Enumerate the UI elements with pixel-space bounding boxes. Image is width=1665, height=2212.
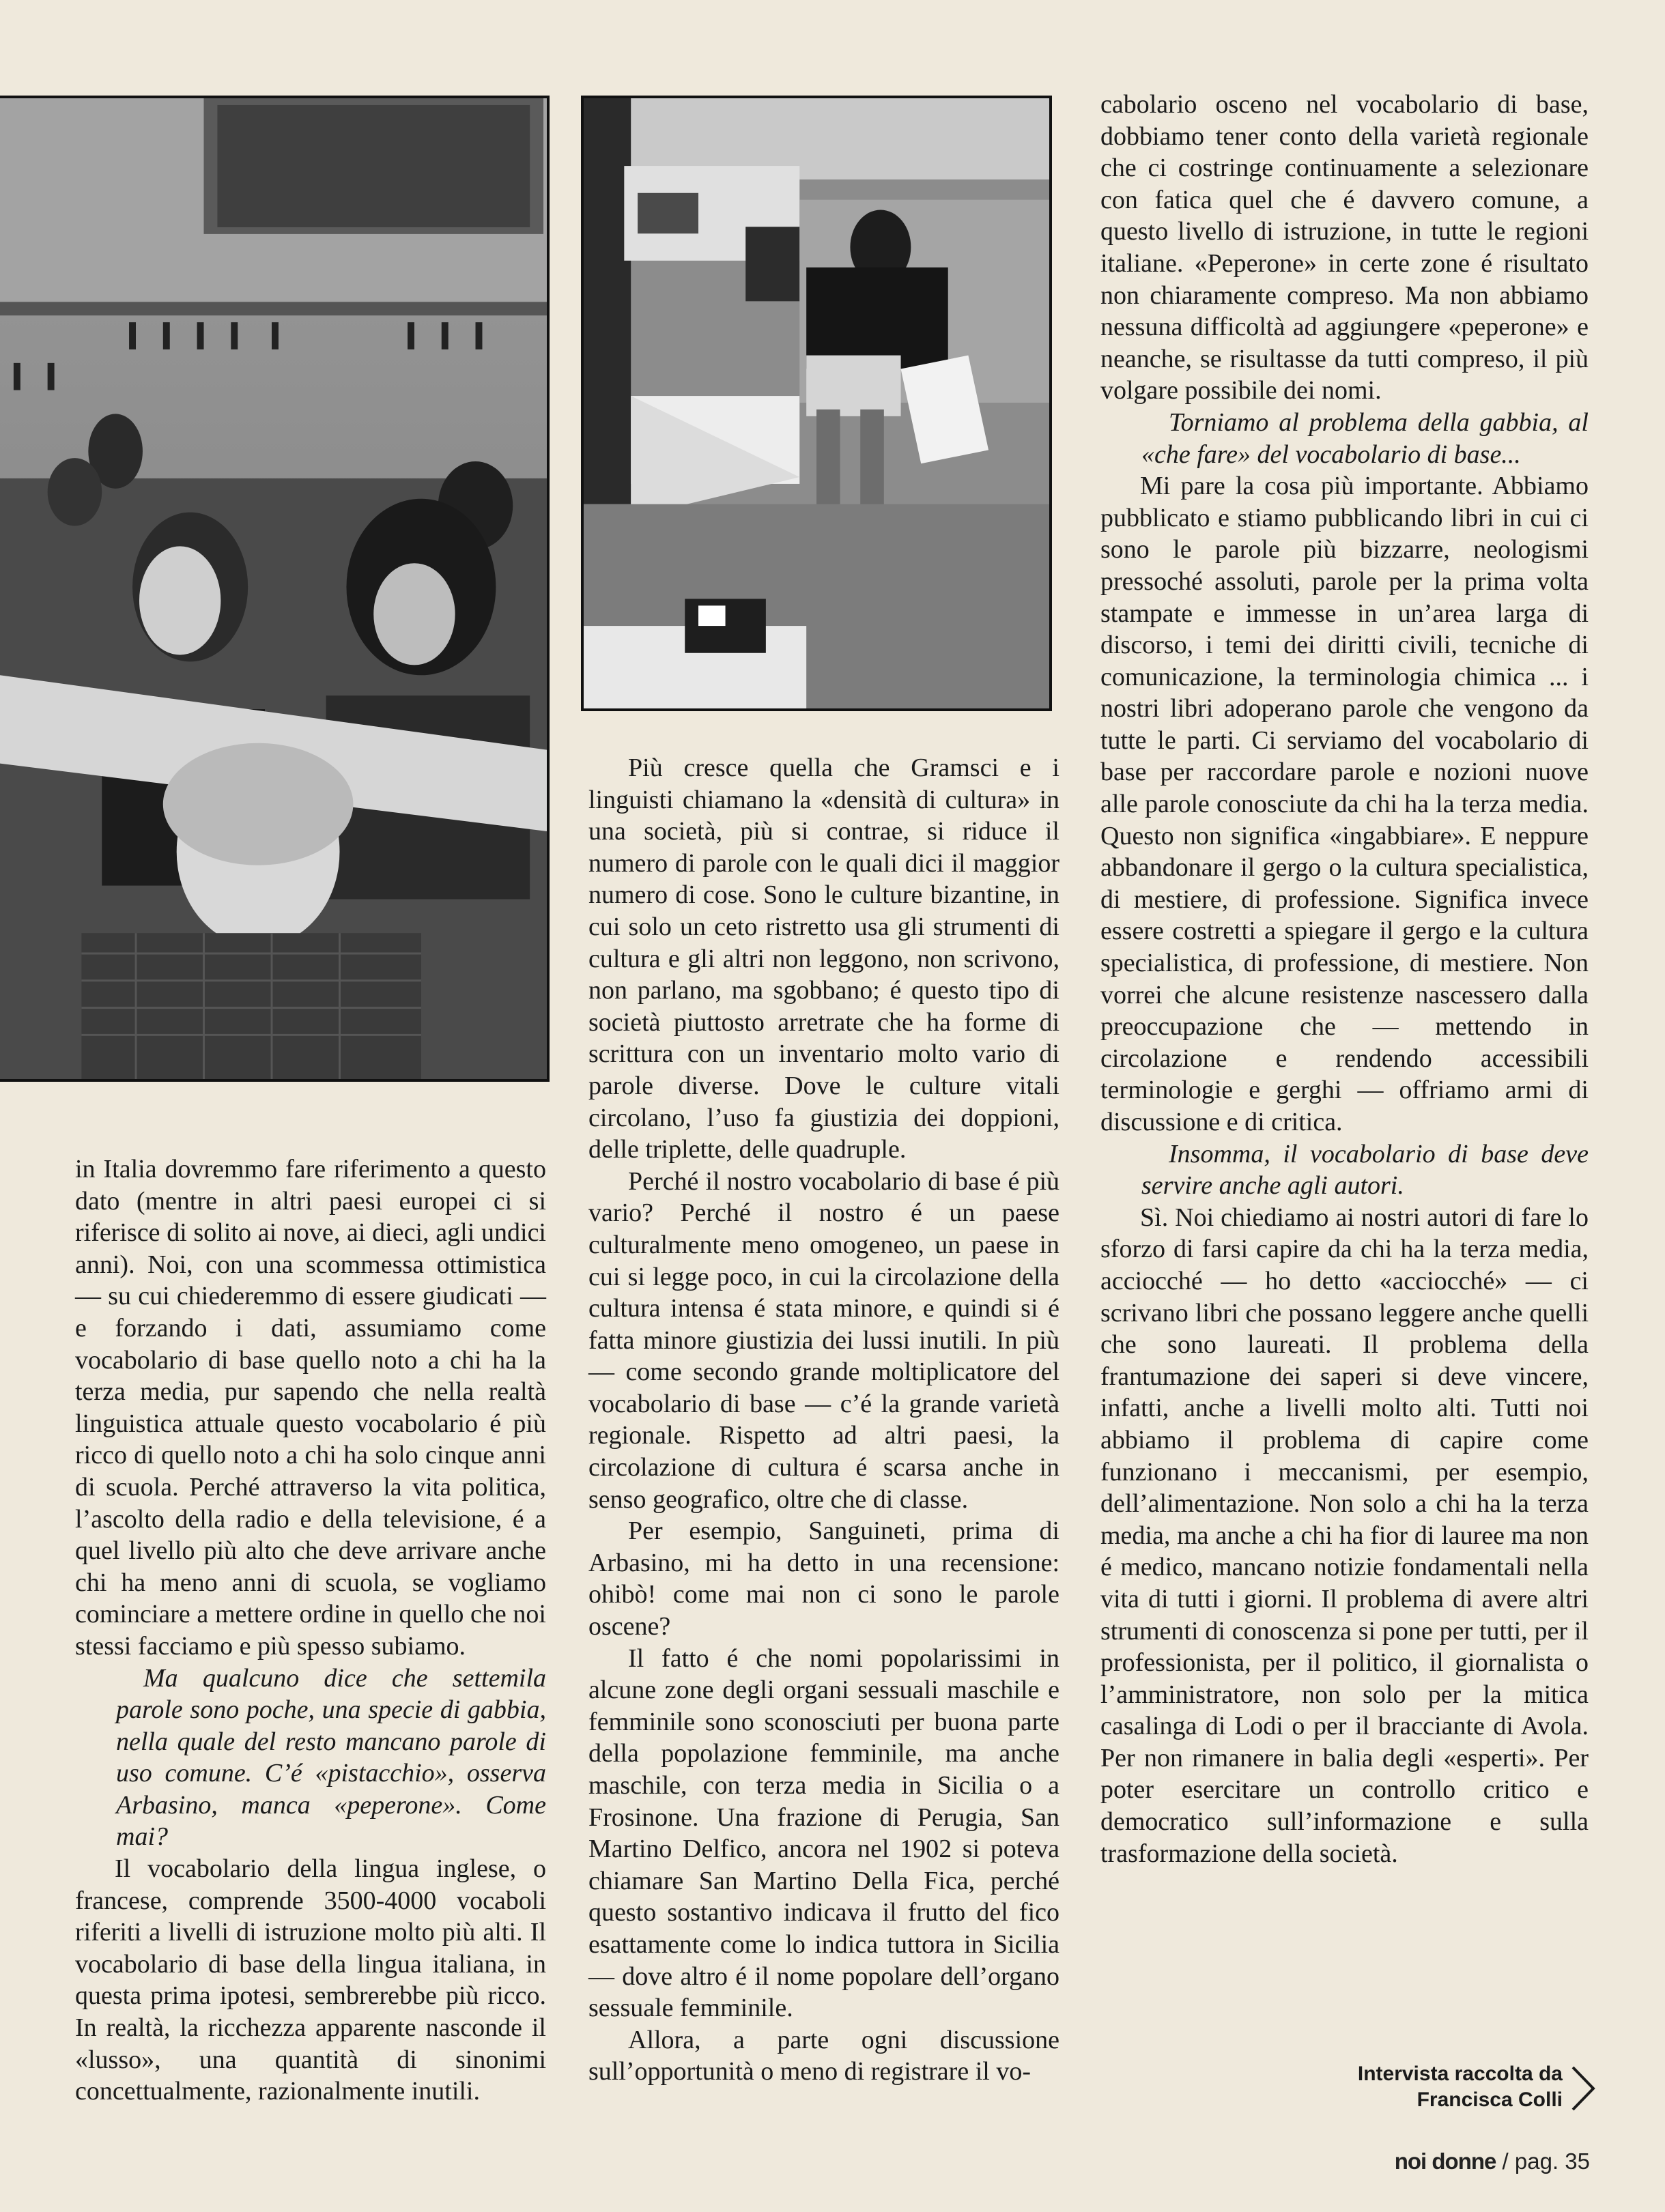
paragraph: Più cresce quella che Gramsci e i linguisti chiamano la «densità di cultura» in una società, più si contrae, si riduce il numero di parole con le quali dici il maggior numero di cose. Sono le culture bizantine, in cui solo un ceto ristretto usa gli strumenti di cultura e gli altri non leggono, non scrivono, non parlano, ma sgobbano; é questo tipo di società piuttosto arretrate che ha forme di scrittura con un inventario molto vario di parole diverse. Dove le culture vitali circolano, l’uso fa giustizia dei doppioni, delle triplette, delle quadruple.	[588, 753, 1059, 1164]
text-column-2	[588, 752, 1059, 2088]
paragraph: Il vocabolario della lingua inglese, o francese, comprende 3500-4000 vocaboli riferiti a livelli di istruzione molto più alti. Il vocabolario di base della lingua italiana, in questa prima ipotesi, sembrerebbe più ricco. In realtà, la ricchezza apparente nasconde il «lusso», una quantità di sinonimi concettualmente, razionalmente inutili.	[75, 1854, 546, 2106]
paragraph: Per esempio, Sanguineti, prima di Arbasino, mi ha detto in una recensione: ohibò! come mai non ci sono le parole oscene?	[588, 1517, 1059, 1641]
magazine-name: noi donne	[1394, 2149, 1496, 2174]
page-number: pag. 35	[1514, 2149, 1590, 2174]
credit-author: Francisca Colli	[1417, 2088, 1563, 2111]
credit-line: Intervista raccolta da	[1357, 2063, 1563, 2085]
paragraph: Perché il nostro vocabolario di base é più vario? Perché il nostro é un paese culturalmente meno omogeneo, un paese in cui si legge poco, in cui la circolazione della cultura intensa é stata minore, e quindi si é fatta minore giustizia dei lussi inutili. In più — come secondo grande moltiplicatore del vocabolario di base — c’é la grande varietà regionale. Rispetto ad altri paesi, la circolazione di cultura é scarsa anche in senso geografico, oltre che di classe.	[588, 1166, 1059, 1514]
text-column-1	[75, 1153, 546, 2108]
footer-separator: /	[1502, 2149, 1509, 2174]
page-footer	[1395, 2149, 1590, 2174]
interview-credit	[1358, 2061, 1563, 2113]
interview-question: Insomma, il vocabolario di base deve servire anche agli autori.	[1141, 1139, 1589, 1201]
classroom-photo	[0, 96, 550, 1082]
text-column-3	[1100, 89, 1589, 1869]
paragraph: Sì. Noi chiediamo ai nostri autori di fare lo sforzo di farsi capire da chi ha la terza media, acciocché — ho detto «acciocché» — ci scrivano libri che possano leggere anche quelli che sono laureati. Il problema della frantumazione dei saperi si deve vincere, infatti, anche a livelli molto alti. Tutti noi abbiamo il problema di capire come funzionano i meccanismi, per esempio, dell’alimentazione. Non solo a chi ha la terza media, ma anche a chi ha fior di lauree ma non é medico, mancano notizie fondamentali nella vita di tutti i giorni. Il problema di avere altri strumenti di conoscenza si pone per tutti, per il professionista, per il politico, il giornalista o l’amministratore, non solo per la mitica casalinga di Lodi o per il bracciante di Avola. Per non rimanere in balia degli «esperti». Per poter esercitare un controllo critico e democratico sull’informazione e sulla trasformazione della società.	[1100, 1203, 1589, 1868]
interview-question: Torniamo al problema della gabbia, al «che fare» del vocabolario di base...	[1141, 407, 1589, 469]
paragraph: Il fatto é che nomi popolarissimi in alcune zone degli organi sessuali maschile e femminile sono sconosciuti per buona parte della popolazione femminile, ma anche maschile, con terza media in Sicilia o a Frosinone. Una frazione di Perugia, San Martino Delfico, ancora nel 1902 si poteva chiamare San Martino Della Fica, perché questo sostantivo indicava il frutto del fico esattamente come lo indica tuttora in Sicilia — dove altro é il nome popolare dell’organo sessuale femminile.	[588, 1643, 1059, 2023]
paragraph: Allora, a parte ogni discussione sull’opportunità o meno di registrare il vo-	[588, 2025, 1059, 2086]
paragraph: cabolario osceno nel vocabolario di base, dobbiamo tener conto della varietà regionale che ci costringe continuamente a selezionare con fatica quel che é davvero comune, a questo livello di istruzione, in tutte le regioni italiane. «Peperone» in certe zone é risultato non chiaramente compreso. Ma non abbiamo nessuna difficoltà ad aggiungere «peperone» e neanche, se risultasse da tutti compreso, il più volgare possibile dei nomi.	[1100, 90, 1589, 405]
paragraph: in Italia dovremmo fare riferimento a questo dato (mentre in altri paesi europei ci si riferisce di solito ai nove, ai dieci, agli undici anni). Noi, con una scommessa ottimistica — su cui chiederemmo di essere giudicati — e forzando i dati, assumiamo come vocabolario di base quello noto a chi ha la terza media, pur sapendo che nella realtà linguistica attuale questo vocabolario é più ricco di quello noto a chi ha solo cinque anni di scuola. Perché attraverso la vita politica, l’ascolto della radio e della televisione, é a quel livello più alto che deve arrivare anche chi ha meno anni di scuola, se vogliamo cominciare a mettere ordine in quello che noi stessi facciamo e più spesso subiamo.	[75, 1155, 546, 1661]
continue-arrow-icon	[1570, 2065, 1597, 2112]
street-photo	[581, 96, 1052, 711]
paragraph: Mi pare la cosa più importante. Abbiamo pubblicato e stiamo pubblicando libri in cui ci sono le parole più bizzarre, neologismi pressoché assoluti, parole per la prima volta stampate e immesse in un’area larga di discorso, i temi dei diritti civili, tecniche di comunicazione, la terminologia chimica ... i nostri libri adoperano parole che vengono da tutte le parti. Ci serviamo del vocabolario di base per raccordare parole e nozioni nuove alle parole conosciute da chi ha la terza media. Questo non significa «ingabbiare». E neppure abbandonare il gergo o la cultura specialistica, di mestiere, di professione. Significa invece essere costretti a spiegare il gergo e la cultura specialistica, di professione, di mestiere. Non vorrei che alcune resistenze nascessero dalla preoccupazione che — mettendo in circolazione e rendendo accessibili terminologie e gerghi — offriamo armi di discussione e di critica.	[1100, 472, 1589, 1136]
interview-question: Ma qualcuno dice che settemila parole sono poche, una specie di gabbia, nella quale del resto mancano parole di uso comune. C’é «pistacchio», osserva Arbasino, manca «peperone». Come mai?	[116, 1663, 546, 1852]
